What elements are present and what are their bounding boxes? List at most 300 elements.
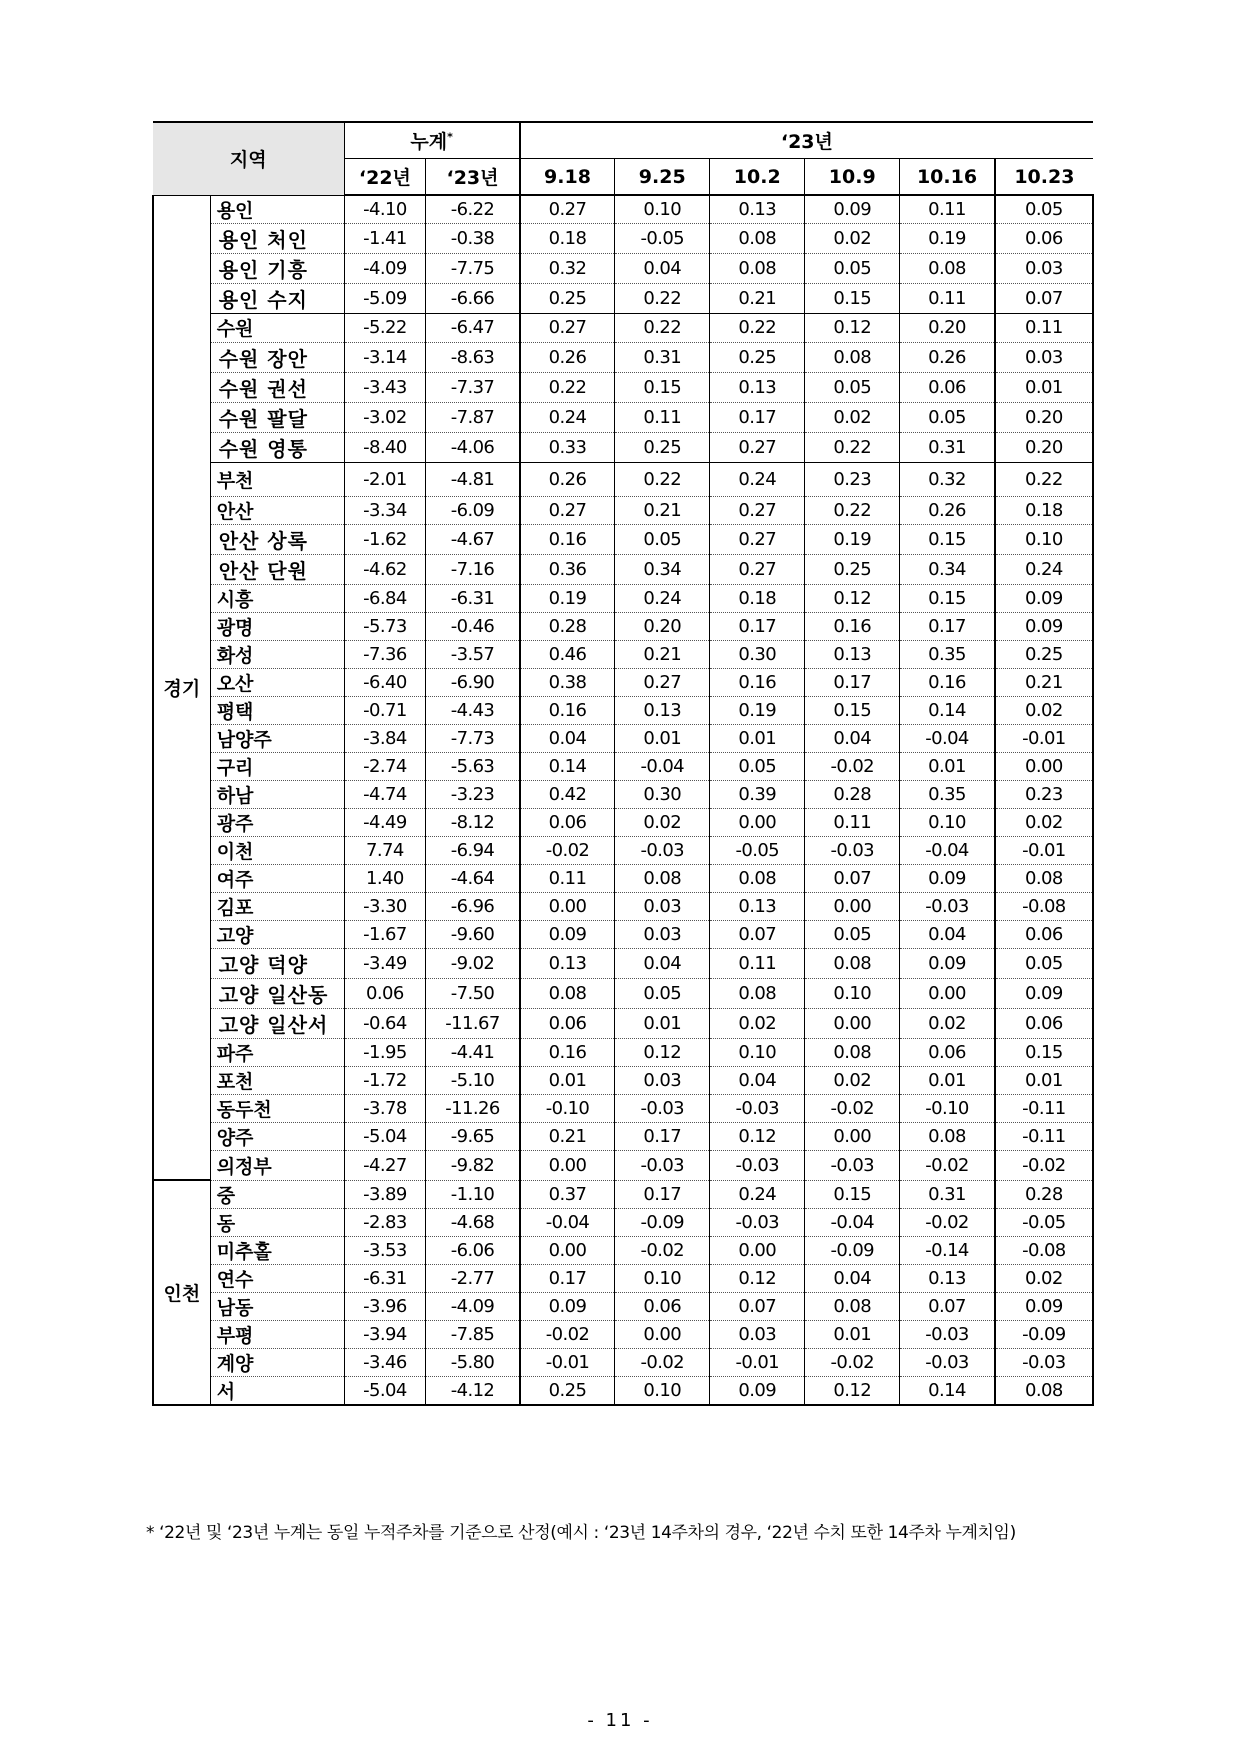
weekly-value: 0.28 (520, 612, 615, 640)
region-label: 수원 영통 (218, 436, 308, 461)
weekly-value: -0.08 (995, 892, 1093, 920)
weekly-value: 0.03 (995, 253, 1093, 283)
weekly-value: 0.01 (995, 372, 1093, 402)
weekly-value: 0.11 (900, 283, 995, 313)
region-name (210, 808, 344, 836)
cumulative-value: -5.04 (344, 1376, 426, 1405)
weekly-value: 0.21 (615, 640, 710, 668)
weekly-value: 0.01 (710, 724, 805, 752)
weekly-value: 0.18 (520, 223, 615, 253)
subregion-name (210, 402, 344, 432)
cumulative-value: -6.47 (426, 313, 520, 342)
cumulative-value: -7.85 (426, 1320, 520, 1348)
cumulative-value: -4.41 (426, 1038, 520, 1066)
weekly-value: 0.42 (520, 780, 615, 808)
table-row (153, 920, 1093, 948)
weekly-value: 0.00 (900, 978, 995, 1008)
weekly-value: 0.31 (615, 342, 710, 372)
cumulative-value: -6.96 (426, 892, 520, 920)
header-cumulative-mark: * (447, 130, 453, 144)
weekly-value: 0.00 (520, 892, 615, 920)
cumulative-value: -6.31 (426, 584, 520, 612)
weekly-value: 0.32 (900, 462, 995, 496)
weekly-value: 0.18 (710, 584, 805, 612)
weekly-value: -0.03 (900, 892, 995, 920)
header-week: 10.2 (710, 159, 805, 196)
weekly-value: 0.03 (615, 1066, 710, 1094)
weekly-value: 0.14 (900, 1376, 995, 1405)
cumulative-value: -3.57 (426, 640, 520, 668)
weekly-value: 0.25 (995, 640, 1093, 668)
region-label: 수원 권선 (218, 376, 308, 401)
weekly-value: 0.02 (615, 808, 710, 836)
table-row (153, 808, 1093, 836)
cumulative-value: -3.78 (344, 1094, 426, 1122)
weekly-value: 0.11 (900, 195, 995, 223)
weekly-value: 0.08 (805, 948, 900, 978)
cumulative-value: -3.46 (344, 1348, 426, 1376)
weekly-value: 0.12 (805, 313, 900, 342)
weekly-value: 0.24 (710, 462, 805, 496)
weekly-value: 0.01 (615, 1008, 710, 1038)
region-label: 이천 (216, 840, 254, 863)
subregion-name (210, 554, 344, 584)
weekly-value: 0.05 (710, 752, 805, 780)
cumulative-value: -4.64 (426, 864, 520, 892)
table-row (153, 584, 1093, 612)
weekly-value: 0.20 (995, 402, 1093, 432)
region-name (210, 1150, 344, 1180)
weekly-value: -0.08 (995, 1236, 1093, 1264)
weekly-value: 0.21 (615, 496, 710, 524)
weekly-value: 0.15 (900, 524, 995, 554)
cumulative-value: -1.67 (344, 920, 426, 948)
cumulative-value: -5.63 (426, 752, 520, 780)
weekly-value: -0.03 (900, 1348, 995, 1376)
weekly-value: 0.13 (900, 1264, 995, 1292)
region-name (210, 836, 344, 864)
weekly-value: 0.07 (900, 1292, 995, 1320)
weekly-value: 0.14 (520, 752, 615, 780)
weekly-value: 0.08 (900, 1122, 995, 1150)
region-label: 용인 (216, 199, 254, 222)
weekly-value: 0.07 (710, 920, 805, 948)
region-label: 안산 단원 (218, 558, 308, 583)
cumulative-value: -3.14 (344, 342, 426, 372)
weekly-value: 0.00 (710, 1236, 805, 1264)
table-row (153, 1320, 1093, 1348)
region-label: 하남 (216, 784, 254, 807)
cumulative-value: -3.34 (344, 496, 426, 524)
weekly-value: 0.06 (520, 808, 615, 836)
weekly-value: 0.08 (520, 978, 615, 1008)
cumulative-value: -3.43 (344, 372, 426, 402)
subregion-name (210, 978, 344, 1008)
weekly-value: 0.08 (710, 223, 805, 253)
region-name (210, 1236, 344, 1264)
page-number: - 11 - (587, 1710, 653, 1731)
weekly-value: 0.08 (710, 253, 805, 283)
cumulative-value: -4.10 (344, 195, 426, 223)
table-row (153, 1376, 1093, 1405)
province-label: 인천 (153, 1180, 210, 1405)
region-name (210, 1264, 344, 1292)
region-label: 연수 (216, 1268, 254, 1291)
weekly-value: 0.02 (805, 402, 900, 432)
table-row (153, 948, 1093, 978)
weekly-value: 0.31 (900, 432, 995, 462)
weekly-value: 0.00 (805, 892, 900, 920)
weekly-value: 0.22 (520, 372, 615, 402)
weekly-value: 0.13 (710, 892, 805, 920)
cumulative-value: -3.96 (344, 1292, 426, 1320)
weekly-value: 0.34 (615, 554, 710, 584)
table-row (153, 612, 1093, 640)
weekly-value: 0.02 (805, 223, 900, 253)
table-body (153, 195, 1093, 1405)
weekly-value: 0.15 (995, 1038, 1093, 1066)
weekly-value: 0.20 (900, 313, 995, 342)
table-row (153, 864, 1093, 892)
weekly-value: 0.16 (520, 1038, 615, 1066)
region-name (210, 668, 344, 696)
weekly-value: 0.10 (900, 808, 995, 836)
weekly-value: 0.08 (805, 342, 900, 372)
weekly-value: 0.20 (615, 612, 710, 640)
subregion-name (210, 372, 344, 402)
weekly-value: 0.27 (710, 432, 805, 462)
weekly-value: 0.19 (900, 223, 995, 253)
subregion-name (210, 948, 344, 978)
region-name (210, 584, 344, 612)
weekly-value: 0.15 (615, 372, 710, 402)
weekly-value: -0.02 (805, 1094, 900, 1122)
weekly-value: 0.21 (520, 1122, 615, 1150)
cumulative-value: -8.12 (426, 808, 520, 836)
weekly-value: 0.27 (520, 496, 615, 524)
weekly-value: 0.25 (520, 1376, 615, 1405)
cumulative-value: -4.09 (426, 1292, 520, 1320)
table-row (153, 1264, 1093, 1292)
weekly-value: -0.02 (805, 752, 900, 780)
weekly-value: 0.02 (710, 1008, 805, 1038)
header-cum23: ‘23년 (426, 159, 520, 196)
region-label: 동 (216, 1212, 236, 1235)
cumulative-value: -1.10 (426, 1180, 520, 1208)
weekly-value: 0.00 (805, 1122, 900, 1150)
cumulative-value: -6.09 (426, 496, 520, 524)
region-label: 고양 일산동 (218, 982, 329, 1007)
table-row (153, 780, 1093, 808)
weekly-value: -0.02 (900, 1150, 995, 1180)
weekly-value: 0.05 (900, 402, 995, 432)
weekly-value: 0.02 (995, 808, 1093, 836)
weekly-value: 0.23 (995, 780, 1093, 808)
region-label: 김포 (216, 896, 254, 919)
weekly-value: 0.01 (900, 752, 995, 780)
cumulative-value: -1.95 (344, 1038, 426, 1066)
cumulative-value: -5.73 (344, 612, 426, 640)
weekly-value: 0.09 (995, 584, 1093, 612)
weekly-value: 0.30 (710, 640, 805, 668)
table-row (153, 1094, 1093, 1122)
weekly-value: 0.17 (615, 1180, 710, 1208)
header-cum22: ‘22년 (344, 159, 426, 196)
weekly-value: 0.17 (615, 1122, 710, 1150)
weekly-value: -0.11 (995, 1122, 1093, 1150)
weekly-value: 0.31 (900, 1180, 995, 1208)
region-label: 용인 수지 (218, 287, 308, 312)
weekly-value: 0.02 (995, 696, 1093, 724)
weekly-value: 0.00 (710, 808, 805, 836)
table-row (153, 978, 1093, 1008)
cumulative-value: -7.36 (344, 640, 426, 668)
weekly-value: 0.30 (615, 780, 710, 808)
cumulative-value: -4.81 (426, 462, 520, 496)
weekly-value: 0.16 (710, 668, 805, 696)
weekly-value: 0.23 (805, 462, 900, 496)
weekly-value: -0.03 (900, 1320, 995, 1348)
table-row (153, 1122, 1093, 1150)
cumulative-value: -1.72 (344, 1066, 426, 1094)
price-change-table (152, 121, 1094, 1406)
weekly-value: 0.06 (615, 1292, 710, 1320)
cumulative-value: -5.09 (344, 283, 426, 313)
weekly-value: 0.15 (900, 584, 995, 612)
weekly-value: 0.05 (995, 948, 1093, 978)
cumulative-value: -6.22 (426, 195, 520, 223)
region-name (210, 864, 344, 892)
weekly-value: 0.24 (710, 1180, 805, 1208)
region-label: 파주 (216, 1042, 254, 1065)
weekly-value: 0.01 (995, 1066, 1093, 1094)
table-row (153, 1348, 1093, 1376)
weekly-value: 0.09 (520, 1292, 615, 1320)
table-row (153, 1008, 1093, 1038)
weekly-value: -0.02 (900, 1208, 995, 1236)
weekly-value: 0.46 (520, 640, 615, 668)
region-label: 서 (216, 1380, 236, 1403)
cumulative-value: -1.62 (344, 524, 426, 554)
region-name (210, 724, 344, 752)
weekly-value: 0.01 (805, 1320, 900, 1348)
cumulative-value: -11.26 (426, 1094, 520, 1122)
region-label: 여주 (216, 868, 254, 891)
weekly-value: 0.27 (520, 195, 615, 223)
weekly-value: -0.04 (900, 724, 995, 752)
region-name (210, 1066, 344, 1094)
cumulative-value: -4.67 (426, 524, 520, 554)
weekly-value: 0.11 (805, 808, 900, 836)
region-label: 구리 (216, 756, 254, 779)
weekly-value: 0.33 (520, 432, 615, 462)
weekly-value: 0.17 (710, 402, 805, 432)
region-name (210, 780, 344, 808)
table-row (153, 253, 1093, 283)
weekly-value: -0.14 (900, 1236, 995, 1264)
subregion-name (210, 1008, 344, 1038)
region-label: 수원 장안 (218, 346, 308, 371)
cumulative-value: -0.64 (344, 1008, 426, 1038)
region-label: 부천 (216, 469, 254, 492)
cumulative-value: -9.60 (426, 920, 520, 948)
weekly-value: 0.15 (805, 283, 900, 313)
weekly-value: 0.06 (995, 1008, 1093, 1038)
weekly-value: 0.24 (995, 554, 1093, 584)
cumulative-value: -7.16 (426, 554, 520, 584)
region-name (210, 496, 344, 524)
weekly-value: 0.03 (995, 342, 1093, 372)
weekly-value: 0.19 (805, 524, 900, 554)
header-week: 10.9 (805, 159, 900, 196)
header-week: 10.23 (995, 159, 1093, 196)
weekly-value: 0.18 (995, 496, 1093, 524)
region-label: 고양 (216, 924, 254, 947)
cumulative-value: -6.94 (426, 836, 520, 864)
weekly-value: -0.02 (995, 1150, 1093, 1180)
weekly-value: -0.03 (805, 836, 900, 864)
weekly-value: 0.39 (710, 780, 805, 808)
table-row (153, 752, 1093, 780)
region-label: 부평 (216, 1324, 254, 1347)
weekly-value: 0.03 (615, 892, 710, 920)
province-label: 경기 (153, 195, 210, 1180)
cumulative-value: 0.06 (344, 978, 426, 1008)
weekly-value: 0.34 (900, 554, 995, 584)
weekly-value: -0.01 (710, 1348, 805, 1376)
cumulative-value: -5.22 (344, 313, 426, 342)
cumulative-value: -3.89 (344, 1180, 426, 1208)
region-label: 남양주 (216, 728, 272, 751)
table-row (153, 524, 1093, 554)
header-cumulative-label: 누계 (410, 131, 448, 153)
cumulative-value: -4.09 (344, 253, 426, 283)
region-name (210, 1208, 344, 1236)
weekly-value: 0.27 (520, 313, 615, 342)
cumulative-value: -6.66 (426, 283, 520, 313)
weekly-value: 0.16 (520, 696, 615, 724)
weekly-value: 0.28 (805, 780, 900, 808)
weekly-value: 0.09 (710, 1376, 805, 1405)
weekly-value: 0.35 (900, 780, 995, 808)
table-row (153, 432, 1093, 462)
cumulative-value: -2.77 (426, 1264, 520, 1292)
weekly-value: 0.01 (520, 1066, 615, 1094)
weekly-value: 0.11 (520, 864, 615, 892)
weekly-value: 0.00 (995, 752, 1093, 780)
weekly-value: 0.35 (900, 640, 995, 668)
weekly-value: -0.01 (995, 836, 1093, 864)
weekly-value: 0.26 (520, 462, 615, 496)
weekly-value: 0.27 (615, 668, 710, 696)
cumulative-value: -4.27 (344, 1150, 426, 1180)
weekly-value: -0.05 (615, 223, 710, 253)
subregion-name (210, 342, 344, 372)
table-row (153, 195, 1093, 223)
subregion-name (210, 283, 344, 313)
table-row (153, 1150, 1093, 1180)
weekly-value: -0.01 (995, 724, 1093, 752)
weekly-value: 0.08 (805, 1038, 900, 1066)
weekly-value: -0.03 (710, 1094, 805, 1122)
weekly-value: 0.09 (995, 978, 1093, 1008)
weekly-value: 0.03 (710, 1320, 805, 1348)
region-label: 동두천 (216, 1098, 272, 1121)
weekly-value: 0.22 (615, 313, 710, 342)
table-row (153, 554, 1093, 584)
weekly-value: 0.00 (520, 1150, 615, 1180)
weekly-value: 0.27 (710, 496, 805, 524)
weekly-value: 0.07 (710, 1292, 805, 1320)
cumulative-value: 1.40 (344, 864, 426, 892)
weekly-value: -0.03 (710, 1150, 805, 1180)
table-row (153, 1292, 1093, 1320)
region-label: 계양 (216, 1352, 254, 1375)
region-label: 안산 상록 (218, 528, 308, 553)
weekly-value: 0.10 (995, 524, 1093, 554)
weekly-value: 0.27 (710, 554, 805, 584)
subregion-name (210, 432, 344, 462)
cumulative-value: -9.02 (426, 948, 520, 978)
weekly-value: 0.24 (520, 402, 615, 432)
weekly-value: 0.04 (615, 948, 710, 978)
weekly-value: 0.26 (900, 496, 995, 524)
weekly-value: 0.12 (710, 1264, 805, 1292)
weekly-value: 0.26 (900, 342, 995, 372)
weekly-value: 0.09 (900, 948, 995, 978)
weekly-value: 0.10 (615, 1376, 710, 1405)
region-label: 광명 (216, 616, 254, 639)
cumulative-value: -2.74 (344, 752, 426, 780)
weekly-value: 0.09 (995, 612, 1093, 640)
weekly-value: 0.05 (615, 978, 710, 1008)
region-label: 시흥 (216, 588, 254, 611)
weekly-value: 0.13 (805, 640, 900, 668)
header-week: 9.25 (615, 159, 710, 196)
cumulative-value: -4.74 (344, 780, 426, 808)
cumulative-value: -3.23 (426, 780, 520, 808)
weekly-value: 0.13 (710, 372, 805, 402)
weekly-value: 0.05 (805, 920, 900, 948)
weekly-value: 0.10 (710, 1038, 805, 1066)
weekly-value: -0.04 (900, 836, 995, 864)
subregion-name (210, 223, 344, 253)
region-name (210, 640, 344, 668)
weekly-value: -0.03 (615, 1094, 710, 1122)
footnote: * ‘22년 및 ‘23년 누계는 동일 누적주차를 기준으로 산정(예시 : ‘23년 14주차의 경우, ‘22년 수치 또한 14주차 누계치임) (146, 1523, 1016, 1543)
weekly-value: 0.25 (805, 554, 900, 584)
weekly-value: 0.21 (995, 668, 1093, 696)
weekly-value: 0.11 (995, 313, 1093, 342)
table-row (153, 496, 1093, 524)
cumulative-value: 7.74 (344, 836, 426, 864)
weekly-value: -0.04 (805, 1208, 900, 1236)
weekly-value: -0.01 (520, 1348, 615, 1376)
weekly-value: -0.02 (615, 1236, 710, 1264)
table-row (153, 724, 1093, 752)
cumulative-value: -5.10 (426, 1066, 520, 1094)
cumulative-value: -7.37 (426, 372, 520, 402)
weekly-value: 0.22 (805, 496, 900, 524)
table-row (153, 402, 1093, 432)
weekly-value: 0.22 (995, 462, 1093, 496)
weekly-value: 0.12 (805, 1376, 900, 1405)
region-label: 용인 처인 (218, 227, 308, 252)
weekly-value: 0.12 (710, 1122, 805, 1150)
weekly-value: 0.06 (520, 1008, 615, 1038)
weekly-value: -0.02 (520, 1320, 615, 1348)
cumulative-value: -7.50 (426, 978, 520, 1008)
